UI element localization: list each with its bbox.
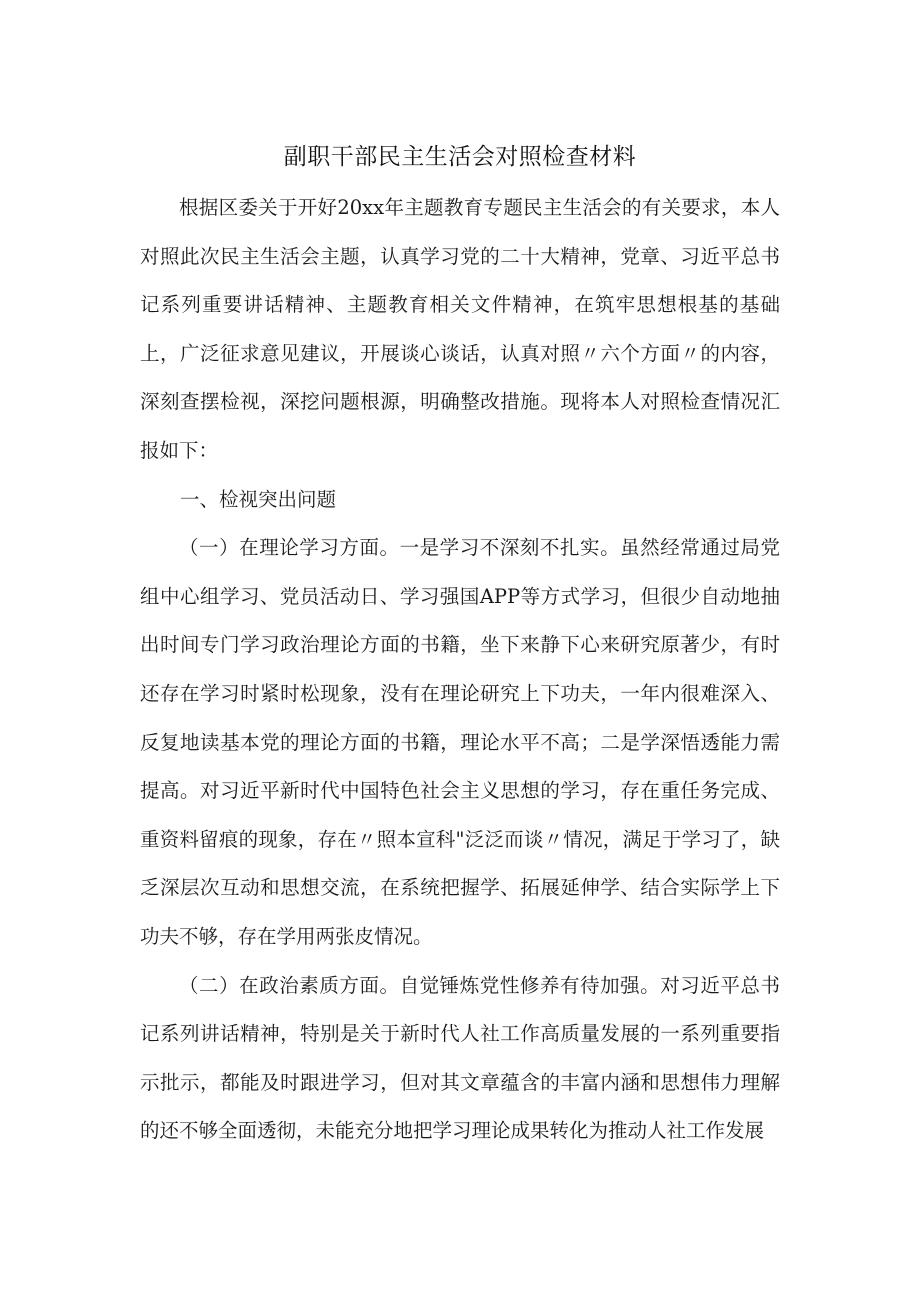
intro-paragraph: 根据区委关于开好20xx年主题教育专题民主生活会的有关要求，本人对照此次民主生活会主题，认真学习党的二十大精神，党章、习近平总书记系列重要讲话精神、主题教育相关文件精神，在筑牢思想根基的基础上，广泛征求意见建议，开展谈心谈话，认真对照〃六个方面〃的内容，深刻查摆检视，深挖问题根源，明确整改措施。现将本人对照检查情况汇报如下：: [140, 196, 780, 462]
theory-study-paragraph: （一）在理论学习方面。一是学习不深刻不扎实。虽然经常通过局党组中心组学习、党员活动日、学习强国APP等方式学习，但很少自动地抽出时间专门学习政治理论方面的书籍，坐下来静下心来研究原著少，有时还存在学习时紧时松现象，没有在理论研究上下功夫，一年内很难深入、反复地读基本党的理论方面的书籍，理论水平不高；二是学深悟透能力需提高。对习近平新时代中国特色社会主义思想的学习，存在重任务完成、重资料留痕的现象，存在〃照本宣科"泛泛而谈〃情况，满足于学习了，缺乏深层次互动和思想交流，在系统把握学、拓展延伸学、结合实际学上下功夫不够，存在学用两张皮情况。: [140, 536, 780, 948]
document-body: [140, 184, 780, 1156]
political-quality-paragraph: （二）在政治素质方面。自觉锤炼党性修养有待加强。对习近平总书记系列讲话精神，特别是关于新时代人社工作高质量发展的一系列重要指示批示，都能及时跟进学习，但对其文章蕴含的丰富内涵和思想伟力理解的还不够全面透彻，未能充分地把学习理论成果转化为推动人社工作发展: [140, 973, 780, 1143]
document-title: 副职干部民主生活会对照检查材料: [283, 144, 637, 170]
section-heading: 一、检视突出问题: [180, 487, 337, 511]
